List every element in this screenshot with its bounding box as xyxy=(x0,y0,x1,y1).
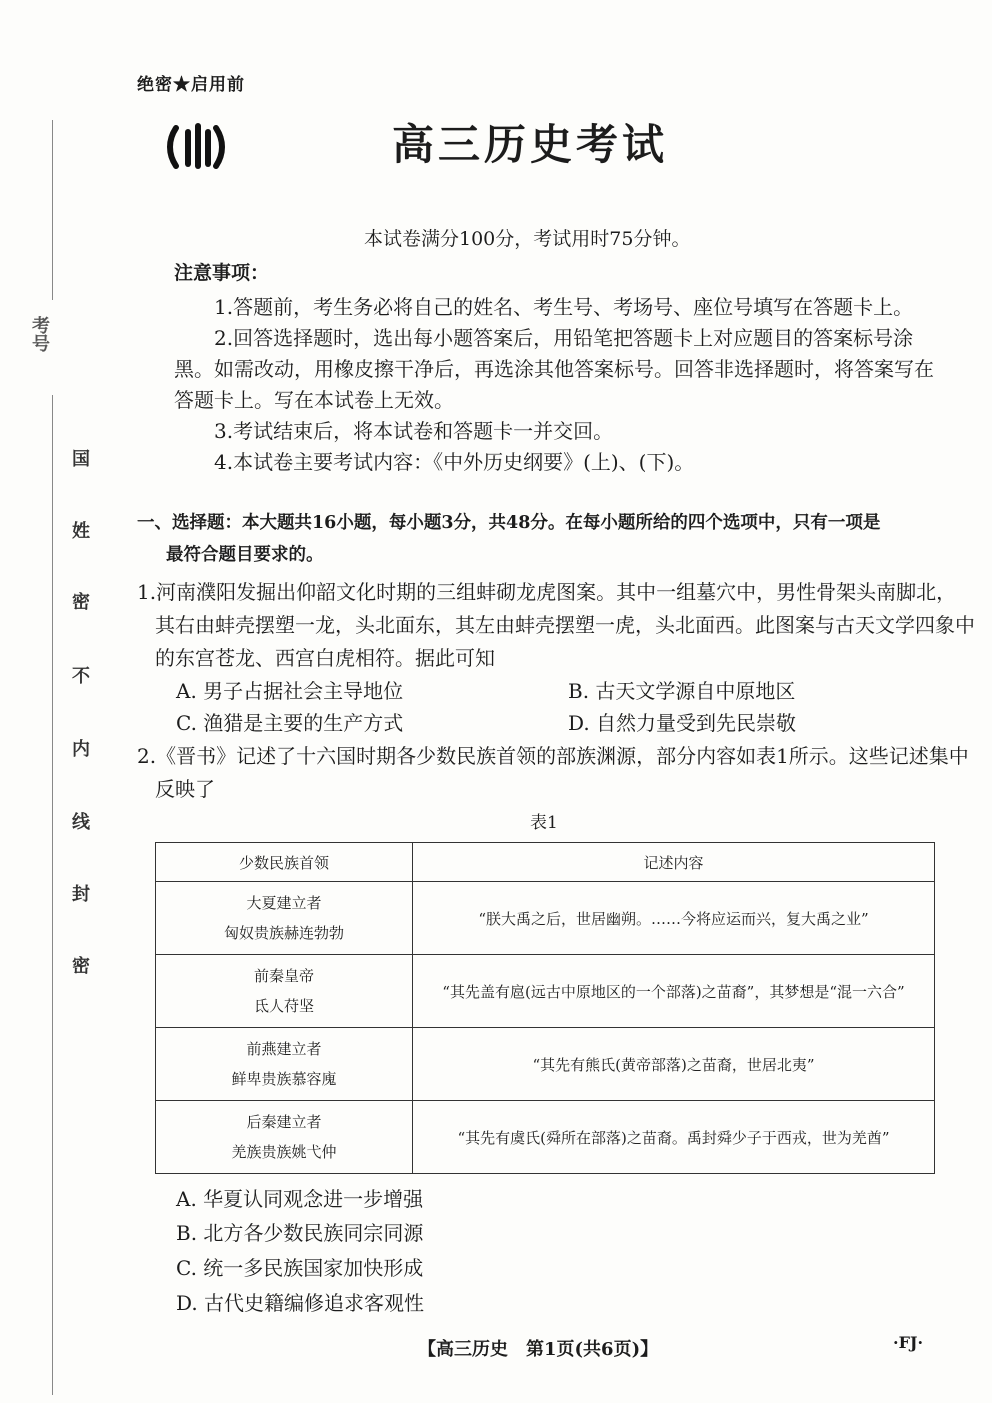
leader-title: 前秦皇帝 xyxy=(253,967,314,985)
leader-cell xyxy=(156,1101,413,1174)
question-1-text: 其右由蚌壳摆塑一龙，头北面东，其左由蚌壳摆塑一虎，头北面西。此图案与古天文学四象中 xyxy=(155,613,975,637)
column-header: 记述内容 xyxy=(413,843,935,882)
column-header: 少数民族首领 xyxy=(156,843,413,882)
q1-option-d: D. 自然力量受到先民崇敬 xyxy=(568,711,797,735)
q2-option-b: B. 北方各少数民族同宗同源 xyxy=(176,1221,424,1245)
record-cell: “其先盖有扈(远古中原地区的一个部落)之苗裔”，其梦想是“混一六合” xyxy=(413,955,935,1028)
notice-item: 3.考试结束后，将本试卷和答题卡一并交回。 xyxy=(214,419,614,443)
record-cell: “其先有熊氏(黄帝部落)之苗裔，世居北夷” xyxy=(413,1028,935,1101)
exam-title: 高三历史考试 xyxy=(391,120,668,169)
section-heading: 最符合题目要求的。 xyxy=(166,545,324,565)
leader-name: 鲜卑贵族慕容廆 xyxy=(231,1070,337,1088)
leader-title: 大夏建立者 xyxy=(246,894,322,912)
table-row xyxy=(156,1028,935,1101)
notice-item: 4.本试卷主要考试内容：《中外历史纲要》(上)、(下)。 xyxy=(214,450,695,474)
q1-option-b: B. 古天文学源自中原地区 xyxy=(568,679,796,703)
margin-char: 姓 xyxy=(72,521,90,542)
margin-char: 不 xyxy=(72,666,90,687)
margin-char: 国 xyxy=(72,449,90,470)
notice-item: 答题卡上。写在本试卷上无效。 xyxy=(174,388,454,412)
question-1-text: 的东宫苍龙、西宫白虎相符。据此可知 xyxy=(155,646,495,670)
leader-cell xyxy=(156,882,413,955)
exam-number-label: 考号 xyxy=(29,316,50,352)
margin-char: 密 xyxy=(72,956,90,977)
page-footer: 【高三历史 第1页(共6页)】 xyxy=(418,1339,659,1360)
table-row xyxy=(156,955,935,1028)
section-heading: 一、选择题：本大题共16小题，每小题3分，共48分。在每小题所给的四个选项中，只有一项是 xyxy=(137,513,881,533)
q2-option-a: A. 华夏认同观念进一步增强 xyxy=(176,1187,424,1211)
table-header-row xyxy=(156,843,935,882)
record-cell: “其先有虞氏(舜所在部落)之苗裔。禹封舜少子于西戎，世为羌酋” xyxy=(413,1101,935,1174)
leader-name: 匈奴贵族赫连勃勃 xyxy=(223,924,344,942)
table-row xyxy=(156,882,935,955)
leader-cell xyxy=(156,1028,413,1101)
q1-option-a: A. 男子占据社会主导地位 xyxy=(176,679,404,703)
q2-option-c: C. 统一多民族国家加快形成 xyxy=(176,1256,424,1280)
table-row xyxy=(156,1101,935,1174)
notice-item: 2.回答选择题时，选出每小题答案后，用铅笔把答题卡上对应题目的答案标号涂 xyxy=(214,326,914,350)
secret-label: 绝密★启用前 xyxy=(137,75,245,95)
margin-char: 封 xyxy=(72,884,90,905)
notice-heading: 注意事项： xyxy=(174,262,270,284)
question-2-text: 反映了 xyxy=(155,777,215,801)
table-caption: 表1 xyxy=(530,813,558,833)
footer-code: ·FJ· xyxy=(893,1333,924,1352)
table-1 xyxy=(155,842,935,1174)
binding-line xyxy=(52,395,53,1395)
score-line: 本试卷满分100分，考试用时75分钟。 xyxy=(364,228,691,250)
leader-title: 后秦建立者 xyxy=(246,1113,322,1131)
notice-item: 1.答题前，考生务必将自己的姓名、考生号、考场号、座位号填写在答题卡上。 xyxy=(214,295,914,319)
q2-option-d: D. 古代史籍编修追求客观性 xyxy=(176,1291,425,1315)
margin-char: 内 xyxy=(72,739,90,760)
leader-name: 氐人苻坚 xyxy=(253,997,314,1015)
record-cell: “朕大禹之后，世居幽朔。……今将应运而兴，复大禹之业” xyxy=(413,882,935,955)
question-2-text: 2.《晋书》记述了十六国时期各少数民族首领的部族渊源，部分内容如表1所示。这些记述集中 xyxy=(137,744,969,768)
leader-name: 羌族贵族姚弋仲 xyxy=(231,1143,337,1161)
question-1-text: 1.河南濮阳发掘出仰韶文化时期的三组蚌砌龙虎图案。其中一组墓穴中，男性骨架头南脚北， xyxy=(137,580,957,604)
margin-char: 密 xyxy=(72,592,90,613)
q1-option-c: C. 渔猎是主要的生产方式 xyxy=(176,711,404,735)
margin-char: 线 xyxy=(72,812,90,833)
leader-title: 前燕建立者 xyxy=(246,1040,322,1058)
notice-item: 黑。如需改动，用橡皮擦干净后，再选涂其他答案标号。回答非选择题时，将答案写在 xyxy=(174,357,934,381)
leader-cell xyxy=(156,955,413,1028)
